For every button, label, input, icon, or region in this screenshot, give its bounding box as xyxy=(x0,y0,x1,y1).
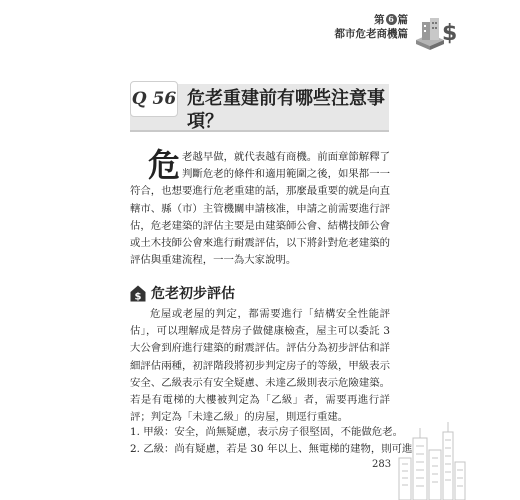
page-number: 283 xyxy=(372,459,392,470)
dropcap: 危 xyxy=(148,146,181,184)
chapter-label xyxy=(335,13,409,27)
chapter-title: 都市危老商機篇 xyxy=(334,28,408,40)
svg-text:$: $ xyxy=(442,21,458,46)
grade-list xyxy=(130,424,413,458)
chapter-suffix: 篇 xyxy=(397,14,408,26)
section-paragraph: 危屋或老屋的判定，都需要進行「結構安全性能評估」，可以理解成是替房子做健康檢查，屋主可以委託 3 大公會到府進行建築的耐震評估。評估分為初步評估和詳細評估兩種，初評階段將初步判定房子的等級，甲級表示安全、乙級表示有安全疑慮、未達乙級則表示危險建築。若是有電梯的大樓被判定為「乙級」者，需要再進行詳評；判定為「未達乙級」的房屋，則逕行重建。 xyxy=(130,308,390,424)
section-title: 危老初步評估 xyxy=(151,286,235,302)
city-skyline-icon xyxy=(395,418,467,500)
chapter-prefix: 第 xyxy=(374,14,385,26)
question-number-badge: Q 56 xyxy=(130,81,178,117)
list-item: 1. 甲級：安全，尚無疑慮，表示房子很堅固，不能做危老。 xyxy=(130,426,403,438)
house-dollar-icon xyxy=(130,285,146,302)
svg-text:$: $ xyxy=(134,291,142,302)
intro-paragraph xyxy=(130,146,390,269)
intro-text: 老越早做，就代表越有商機。前面章節解釋了判斷危老的條件和適用範圍之後，如果都一一符合，也想要進行危老重建的話，那麼最重要的就是向直轄市、縣（市）主管機關申請核准，申請之前需要進行評估，危老建築的評估主要是由建築師公會、結構技師公會或土木技師公會來進行耐震評估，以下將針對危老建築的評估與重建流程，一一為大家說明。 xyxy=(130,151,390,267)
building-dollar-logo-icon xyxy=(412,10,460,52)
chapter-header xyxy=(335,13,409,41)
chapter-number-badge: 6 xyxy=(386,14,397,25)
list-item: 2. 乙級：尚有疑慮，若是 30 年以上、無電梯的建物，則可進 xyxy=(130,443,413,456)
question-title: 危老重建前有哪些注意事項？ xyxy=(187,88,385,132)
